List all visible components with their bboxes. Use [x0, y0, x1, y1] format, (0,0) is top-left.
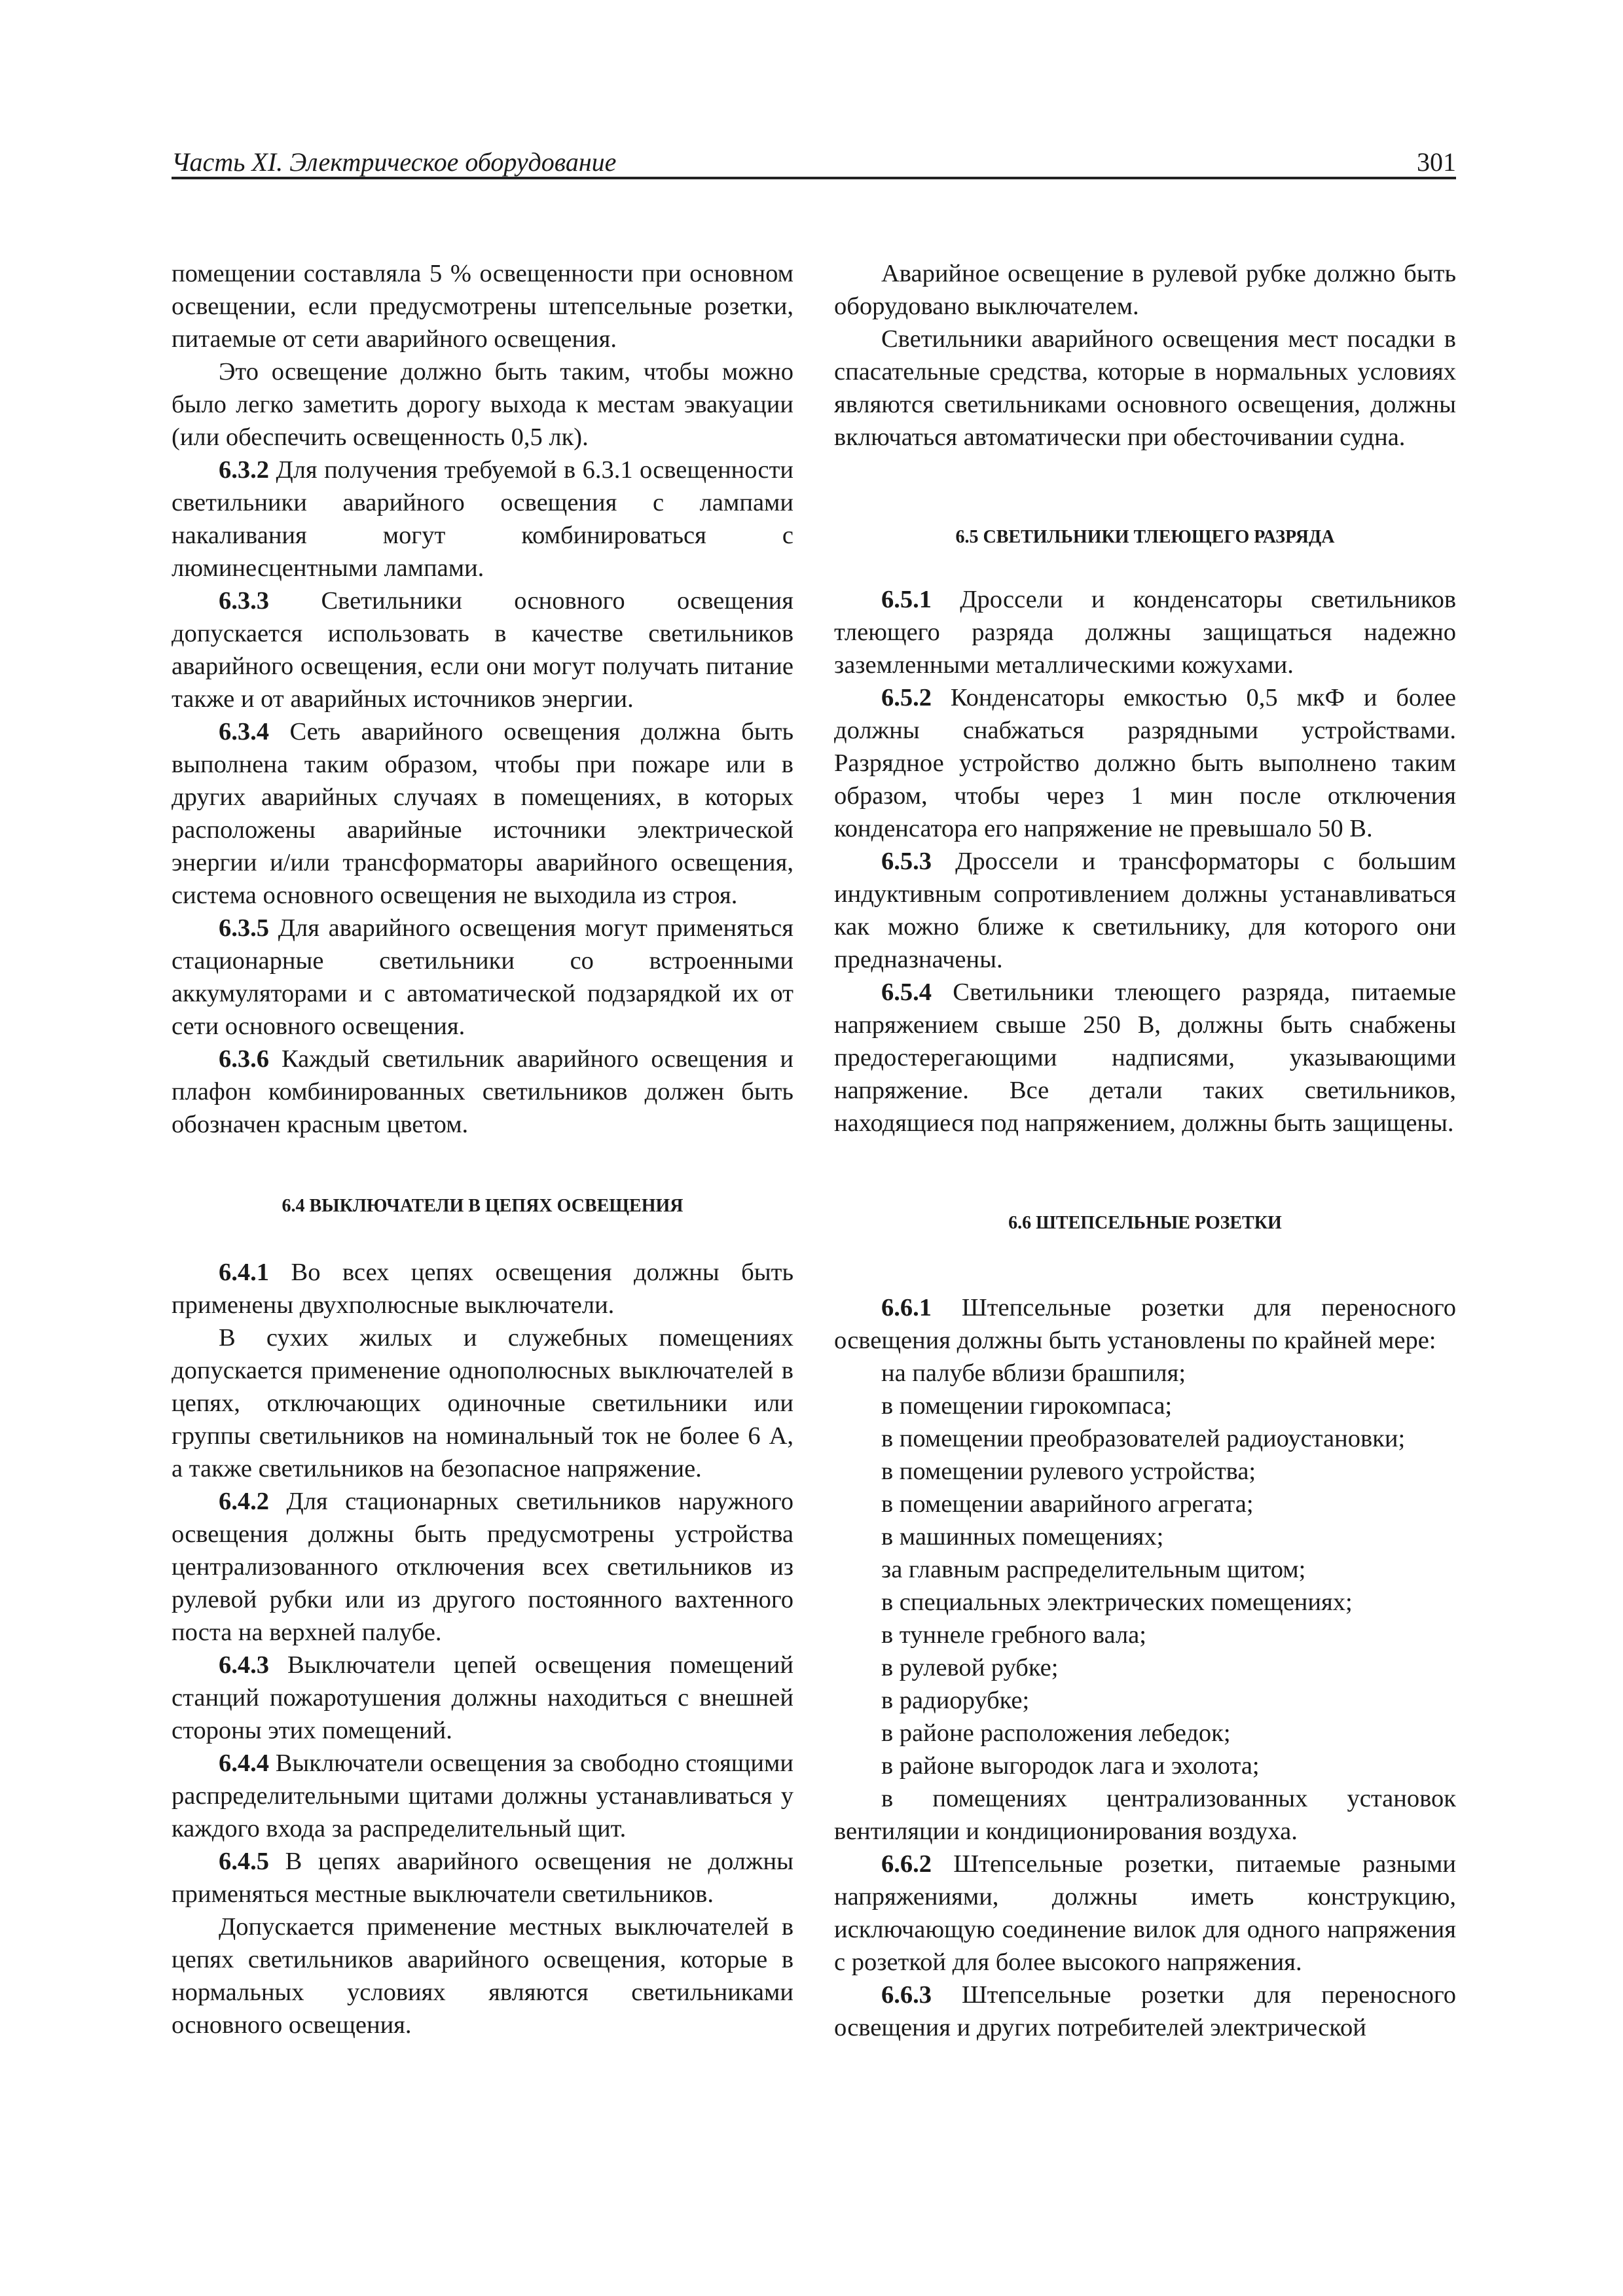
clause-6-4-4	[172, 1747, 793, 1845]
clause-text: Выключатели освещения за свободно стоящими распределительными щитами должны устанавливаться у каждого входа за распределительный щит.	[172, 1749, 794, 1842]
clause-6-6-3	[834, 1979, 1456, 2044]
clause-number: 6.6.3	[881, 1981, 932, 2009]
clause-number: 6.3.4	[219, 718, 269, 745]
section-heading-6-4: 6.4 ВЫКЛЮЧАТЕЛИ В ЦЕПЯХ ОСВЕЩЕНИЯ	[282, 1196, 684, 1216]
list-item: в помещении преобразователей радиоустановки;	[881, 1425, 1406, 1452]
outlet-location-list	[834, 1357, 1456, 1782]
list-item: в рулевой рубке;	[881, 1654, 1059, 1681]
page-number: 301	[1417, 147, 1456, 177]
clause-number: 6.3.6	[219, 1045, 269, 1073]
clause-number: 6.5.4	[881, 978, 932, 1006]
clause-text: Штепсельные розетки, питаемые разными напряжениями, должны иметь конструкцию, исключающую соединение вилок для одного напряжения с розеткой для более высокого напряжения.	[834, 1850, 1456, 1976]
clause-text: Выключатели цепей освещения помещений станций пожаротушения должны находиться с внешней стороны этих помещений.	[172, 1651, 793, 1744]
clause-text: Для стационарных светильников наружного освещения должны быть предусмотрены устройства централизованного отключения всех светильников из рулевой рубки или из другого постоянного вахтенного поста на верхней палубе.	[172, 1488, 794, 1646]
clause-text: Штепсельные розетки для переносного освещения и других потребителей электрической	[834, 1981, 1456, 2041]
paragraph: Светильники аварийного освещения мест посадки в спасательные средства, которые в нормальных условиях являются светильниками основного освещения, должны включаться автоматически при обесточивании судна.	[834, 325, 1456, 451]
list-item-last: в помещениях централизованных установок вентиляции и кондиционирования воздуха.	[834, 1785, 1456, 1845]
clause-number: 6.4.4	[219, 1749, 269, 1777]
clause-text: Дроссели и конденсаторы светильников тлеющего разряда должны защищаться надежно заземленными металлическими кожухами.	[834, 586, 1456, 679]
clause-6-4-2	[172, 1485, 793, 1649]
header-rule	[172, 177, 1456, 179]
clause-6-5-3	[834, 845, 1456, 976]
clause-text: Дроссели и трансформаторы с большим индуктивным сопротивлением должны устанавливаться как можно ближе к светильнику, для которого они предназначены.	[834, 848, 1456, 973]
list-item: в помещении рулевого устройства;	[881, 1458, 1256, 1485]
list-item: за главным распределительным щитом;	[881, 1556, 1306, 1583]
list-item: в радиорубке;	[881, 1687, 1030, 1714]
clause-6-6-1	[834, 1291, 1456, 1357]
paragraph: помещении составляла 5 % освещенности при основном освещении, если предусмотрены штепсельные розетки, питаемые от сети аварийного освещения.	[172, 260, 793, 353]
paragraph: Аварийное освещение в рулевой рубке должно быть оборудовано выключателем.	[834, 260, 1456, 320]
clause-text: Во всех цепях освещения должны быть применены двухполюсные выключатели.	[172, 1259, 794, 1319]
clause-number: 6.5.1	[881, 586, 932, 613]
clause-6-5-2	[834, 681, 1456, 845]
clause-number: 6.6.2	[881, 1850, 932, 1878]
clause-number: 6.4.1	[219, 1259, 269, 1286]
list-item: в помещении аварийного агрегата;	[881, 1490, 1254, 1518]
clause-number: 6.6.1	[881, 1294, 932, 1321]
section-heading-6-6: 6.6 ШТЕПСЕЛЬНЫЕ РОЗЕТКИ	[1008, 1213, 1282, 1233]
clause-text: Светильники тлеющего разряда, питаемые напряжением свыше 250 В, должны быть снабжены предостерегающими надписями, указывающими напряжение. Все детали таких светильников, находящиеся под напряжением, должны быть защищены.	[834, 978, 1457, 1137]
list-item: в специальных электрических помещениях;	[881, 1588, 1353, 1616]
running-title: Часть XI. Электрическое оборудование	[172, 147, 617, 177]
list-item: в помещении гирокомпаса;	[881, 1392, 1173, 1420]
clause-text: Для получения требуемой в 6.3.1 освещенности светильники аварийного освещения с лампами накаливания могут комбинироваться с люминесцентными лампами.	[172, 456, 794, 582]
clause-number: 6.3.5	[219, 914, 269, 942]
left-column	[172, 257, 793, 2041]
clause-number: 6.3.3	[219, 587, 269, 615]
clause-text: Конденсаторы емкостью 0,5 мкФ и более должны снабжаться разрядными устройствами. Разрядное устройство должно быть выполнено таким образом, чтобы через 1 мин после отключения конденсатора его напряжение не превышало 50 В.	[834, 684, 1457, 842]
clause-6-5-4	[834, 976, 1456, 1139]
clause-text: Для аварийного освещения могут применяться стационарные светильники со встроенными аккумуляторами и с автоматической подзарядкой их от сети основного освещения.	[172, 914, 794, 1040]
clause-text: Светильники основного освещения допускается использовать в качестве светильников аварийного освещения, если они могут получать питание также и от аварийных источников энергии.	[172, 587, 793, 713]
list-item: в машинных помещениях;	[881, 1523, 1164, 1551]
paragraph: В сухих жилых и служебных помещениях допускается применение однополюсных выключателей в цепях, отключающих одиночные светильники или группы светильников на номинальный ток не более 6 А, а также светильников на безопасное напряжение.	[172, 1324, 793, 1482]
clause-number: 6.4.2	[219, 1488, 269, 1515]
list-item: в районе выгородок лага и эхолота;	[881, 1752, 1260, 1780]
clause-text: Каждый светильник аварийного освещения и плафон комбинированных светильников должен быть обозначен красным цветом.	[172, 1045, 793, 1138]
clause-text: Штепсельные розетки для переносного освещения должны быть установлены по крайней мере:	[834, 1294, 1456, 1354]
clause-6-3-6	[172, 1043, 793, 1141]
clause-6-4-1	[172, 1256, 793, 1321]
section-heading-6-5: 6.5 СВЕТИЛЬНИКИ ТЛЕЮЩЕГО РАЗРЯДА	[955, 527, 1335, 547]
clause-6-3-3	[172, 584, 793, 715]
list-item: в туннеле гребного вала;	[881, 1621, 1146, 1649]
clause-text: В цепях аварийного освещения не должны применяться местные выключатели светильников.	[172, 1848, 794, 1908]
clause-number: 6.5.2	[881, 684, 932, 711]
clause-6-4-5	[172, 1845, 793, 1910]
clause-number: 6.5.3	[881, 848, 932, 875]
paragraph: Допускается применение местных выключателей в цепях светильников аварийного освещения, которые в нормальных условиях являются светильниками основного освещения.	[172, 1913, 793, 2039]
clause-6-3-4	[172, 715, 793, 912]
clause-6-5-1	[834, 583, 1456, 681]
clause-number: 6.4.5	[219, 1848, 269, 1875]
paragraph: Это освещение должно быть таким, чтобы можно было легко заметить дорогу выхода к местам эвакуации (или обеспечить освещенность 0,5 лк).	[172, 358, 793, 451]
list-item: в районе расположения лебедок;	[881, 1719, 1231, 1747]
clause-6-3-5	[172, 912, 793, 1043]
clause-number: 6.4.3	[219, 1651, 269, 1679]
clause-number: 6.3.2	[219, 456, 269, 484]
list-item: на палубе вблизи брашпиля;	[881, 1359, 1186, 1387]
clause-6-3-2	[172, 454, 793, 584]
right-column	[834, 257, 1456, 2044]
clause-6-6-2	[834, 1848, 1456, 1979]
clause-text: Сеть аварийного освещения должна быть выполнена таким образом, чтобы при пожаре или в других аварийных случаях в помещениях, в которых расположены аварийные источники электрической энергии и/или трансформаторы аварийного освещения, система основного освещения не выходила из строя.	[172, 718, 793, 909]
clause-6-4-3	[172, 1649, 793, 1747]
